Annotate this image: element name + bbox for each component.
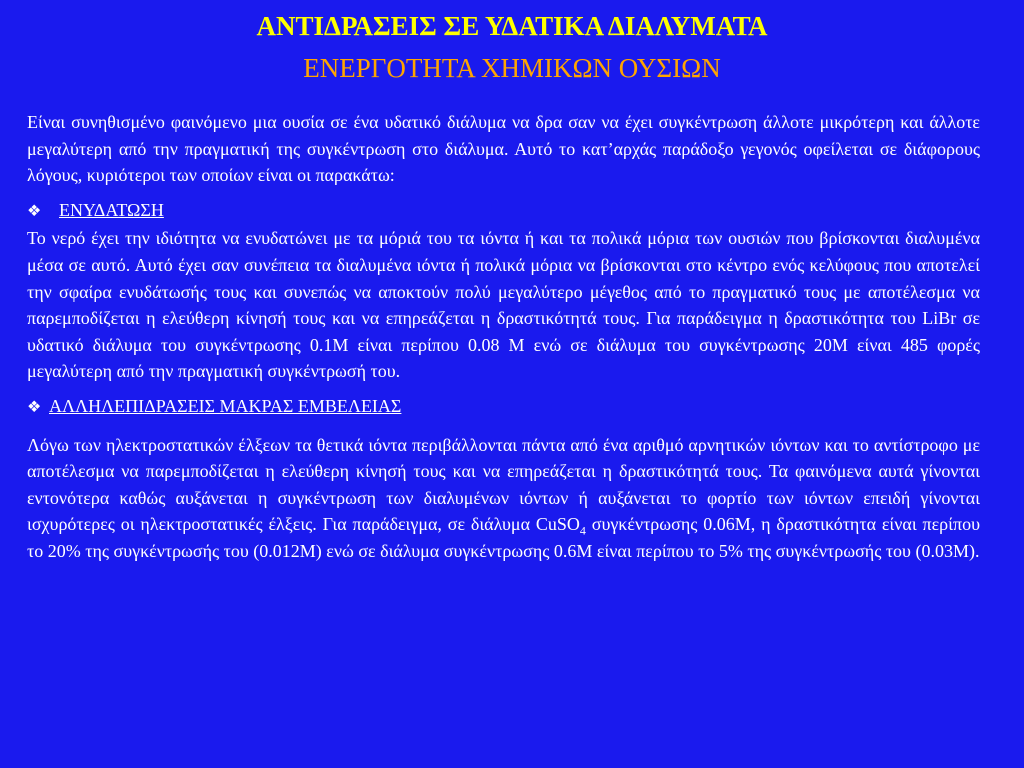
diamond-bullet-icon: ❖ <box>27 398 42 416</box>
hydration-paragraph: Το νερό έχει την ιδιότητα να ενυδατώνει με τα μόριά του τα ιόντα ή και τα πολικά μόρια των ουσιών που βρίσκονται διαλυμένα μέσα σε αυτό. Αυτό έχει σαν συνέπεια τα διαλυμένα ιόντα ή πολικά μόρια να βρίσκονται στο κέντρο ενός κελύφους που αποτελεί την σφαίρα ενυδάτωσής τους και συνεπώς να αποκτούν πολύ μεγαλύτερο μέγεθος από το πραγματικό τους με αποτέλεσμα να παρεμποδίζεται η ελεύθερη κίνησή τους και να επηρεάζεται η δραστικότητά τους. Για παράδειγμα η δραστικότητα του LiBr σε υδατικό διάλυμα του συγκέντρωσης 0.1M είναι περίπου 0.08 M ενώ σε διάλυμα του συγκέντρωσης 20M είναι 485 φορές μεγαλύτερη από την πραγματική συγκέντρωσή του. <box>27 228 980 382</box>
intro-paragraph: Είναι συνηθισμένο φαινόμενο μια ουσία σε ένα υδατικό διάλυμα να δρα σαν να έχει συγκέντρωση άλλοτε μικρότερη και άλλοτε μεγαλύτερη από την πραγματική της συγκέντρωση στο διάλυμα. Αυτό το κατ’αρχάς παράδοξο γεγονός οφείλεται σε διάφορους λόγους, κυριότεροι των οποίων είναι οι παρακάτω: <box>27 112 980 186</box>
long-range-text-after: συγκέντρωσης 0.06M, η δραστικότητα είναι περίπου το 20% της συγκέντρωσής του (0.012M) ενώ σε διάλυμα συγκέντρωσης 0.6M είναι περίπου το 5% της συγκέντρωσής του (0.03M). <box>27 514 980 561</box>
long-range-text-before: Λόγω των ηλεκτροστατικών έλξεων τα θετικά ιόντα περιβάλλονται πάντα από ένα αριθμό αρνητικών ιόντων και το αντίστροφο με αποτέλεσμα να παρεμποδίζεται η ελεύθερη κίνησή τους και να επηρεάζεται η δραστικότητά τους. Τα φαινόμενα αυτά γίνονται εντονότερα καθώς αυξάνεται η συγκέντρωση των διαλυμένων ιόντων ή αυξάνεται το φορτίο των ιόντων επειδή γίνονται ισχυρότερες οι ηλεκτροστατικές έλξεις. Για παράδειγμα, σε διάλυμα <box>27 434 980 535</box>
slide-title: ΑΝΤΙΔΡΑΣΕΙΣ ΣΕ ΥΔΑΤΙΚΑ ΔΙΑΛΥΜΑΤΑ <box>256 11 768 41</box>
section-heading-hydration <box>27 197 980 226</box>
long-range-paragraph <box>27 432 980 565</box>
formula-cuso4 <box>535 514 586 538</box>
formula-subscript: 4 <box>579 523 586 538</box>
section-heading-long-range <box>27 393 980 422</box>
diamond-bullet-icon: ❖ <box>27 202 42 220</box>
hydration-heading: ΕΝΥΔΑΤΩΣΗ <box>59 199 164 220</box>
long-range-heading: ΑΛΛΗΛΕΠΙΔΡΑΣΕΙΣ ΜΑΚΡΑΣ ΕΜΒΕΛΕΙΑΣ <box>49 395 402 416</box>
slide-body <box>27 109 980 565</box>
formula-main: CuSO <box>535 514 580 535</box>
slide-subtitle: ΕΝΕΡΓΟΤΗΤΑ ΧΗΜΙΚΩΝ ΟΥΣΙΩΝ <box>303 53 721 83</box>
